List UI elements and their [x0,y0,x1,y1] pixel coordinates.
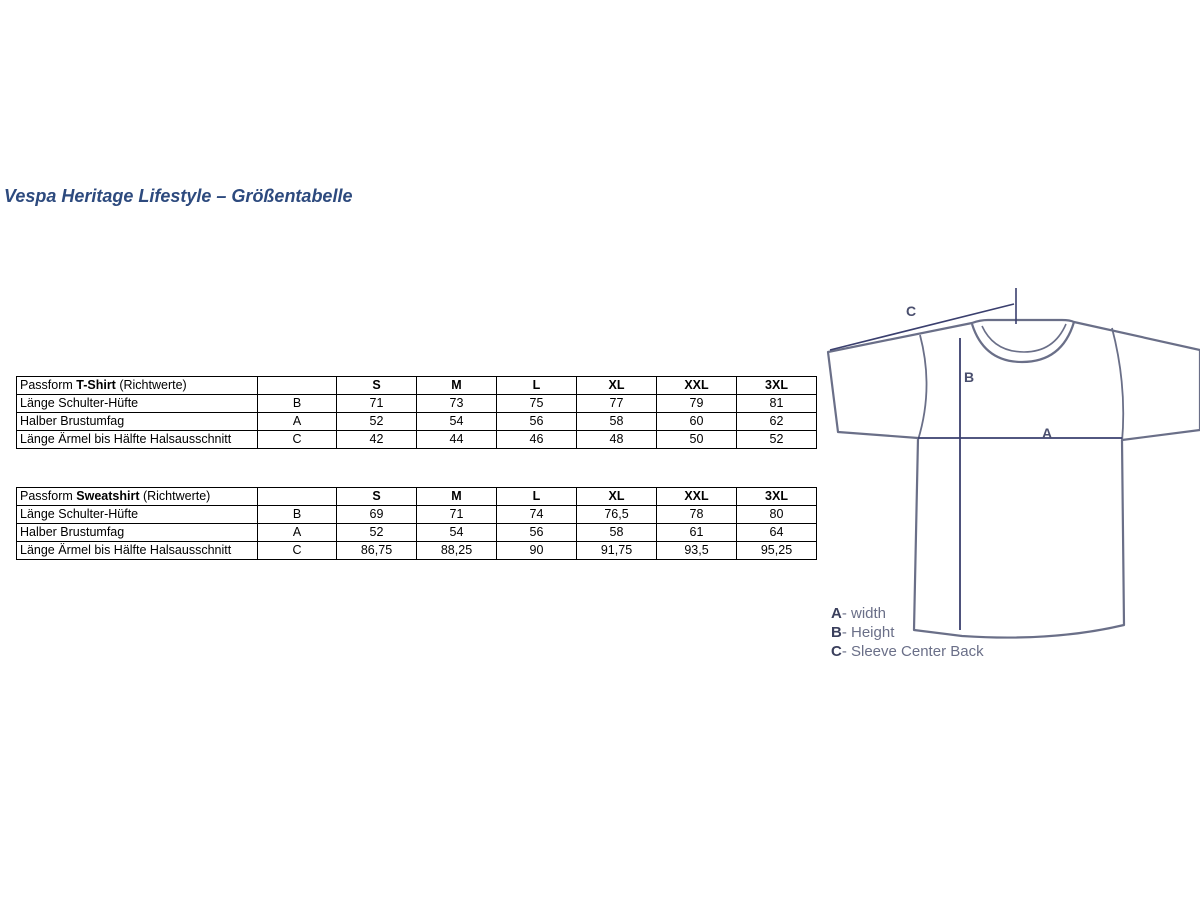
size-value: 74 [497,506,577,524]
size-value: 60 [657,413,737,431]
row-label: Halber Brustumfag [17,524,258,542]
size-value: 93,5 [657,542,737,560]
table-row [17,506,817,524]
size-header: XXL [657,377,737,395]
size-value: 62 [737,413,817,431]
row-code: C [258,542,337,560]
size-value: 54 [417,524,497,542]
sweatshirt-size-table [16,487,817,560]
table-header-code [258,377,337,395]
size-value: 69 [337,506,417,524]
size-header: XXL [657,488,737,506]
table-header-row [17,488,817,506]
size-value: 71 [337,395,417,413]
row-label: Länge Schulter-Hüfte [17,395,258,413]
table-header-code [258,488,337,506]
size-value: 78 [657,506,737,524]
size-value: 88,25 [417,542,497,560]
size-value: 42 [337,431,417,449]
size-header: M [417,377,497,395]
size-value: 75 [497,395,577,413]
size-value: 77 [577,395,657,413]
row-label: Länge Ärmel bis Hälfte Halsausschnitt [17,431,258,449]
size-value: 73 [417,395,497,413]
size-value: 56 [497,524,577,542]
legend-item: A- width [831,605,887,622]
row-code: A [258,413,337,431]
size-header: L [497,377,577,395]
table-row [17,395,817,413]
size-value: 56 [497,413,577,431]
size-value: 91,75 [577,542,657,560]
size-header: XL [577,488,657,506]
row-code: B [258,395,337,413]
size-value: 79 [657,395,737,413]
row-label: Länge Ärmel bis Hälfte Halsausschnitt [17,542,258,560]
size-header: M [417,488,497,506]
size-value: 81 [737,395,817,413]
size-value: 52 [337,524,417,542]
size-value: 52 [337,413,417,431]
row-code: B [258,506,337,524]
table-row [17,431,817,449]
table-header-label: Passform Sweatshirt (Richtwerte) [17,488,258,506]
row-code: C [258,431,337,449]
dimension-label-c: C [906,303,917,319]
size-value: 86,75 [337,542,417,560]
table-row [17,524,817,542]
table-header-label: Passform T-Shirt (Richtwerte) [17,377,258,395]
size-value: 80 [737,506,817,524]
dimension-label-a: A [1042,425,1053,441]
tshirt-size-table [16,376,817,449]
row-code: A [258,524,337,542]
size-value: 95,25 [737,542,817,560]
diagram-legend [831,604,984,661]
size-value: 71 [417,506,497,524]
size-value: 54 [417,413,497,431]
size-header: 3XL [737,488,817,506]
dimension-label-b: B [964,369,975,385]
size-value: 48 [577,431,657,449]
size-value: 61 [657,524,737,542]
size-value: 76,5 [577,506,657,524]
row-label: Länge Schulter-Hüfte [17,506,258,524]
size-value: 50 [657,431,737,449]
legend-item: C- Sleeve Center Back [831,643,984,660]
size-header: L [497,488,577,506]
table-header-row [17,377,817,395]
size-value: 64 [737,524,817,542]
size-value: 44 [417,431,497,449]
size-value: 58 [577,413,657,431]
size-header: 3XL [737,377,817,395]
table-row [17,542,817,560]
size-value: 90 [497,542,577,560]
size-value: 52 [737,431,817,449]
legend-item: B- Height [831,624,895,641]
table-row [17,413,817,431]
size-value: 46 [497,431,577,449]
size-header: XL [577,377,657,395]
size-value: 58 [577,524,657,542]
size-header: S [337,488,417,506]
size-header: S [337,377,417,395]
row-label: Halber Brustumfag [17,413,258,431]
page-title: Vespa Heritage Lifestyle – Größentabelle [4,186,353,206]
